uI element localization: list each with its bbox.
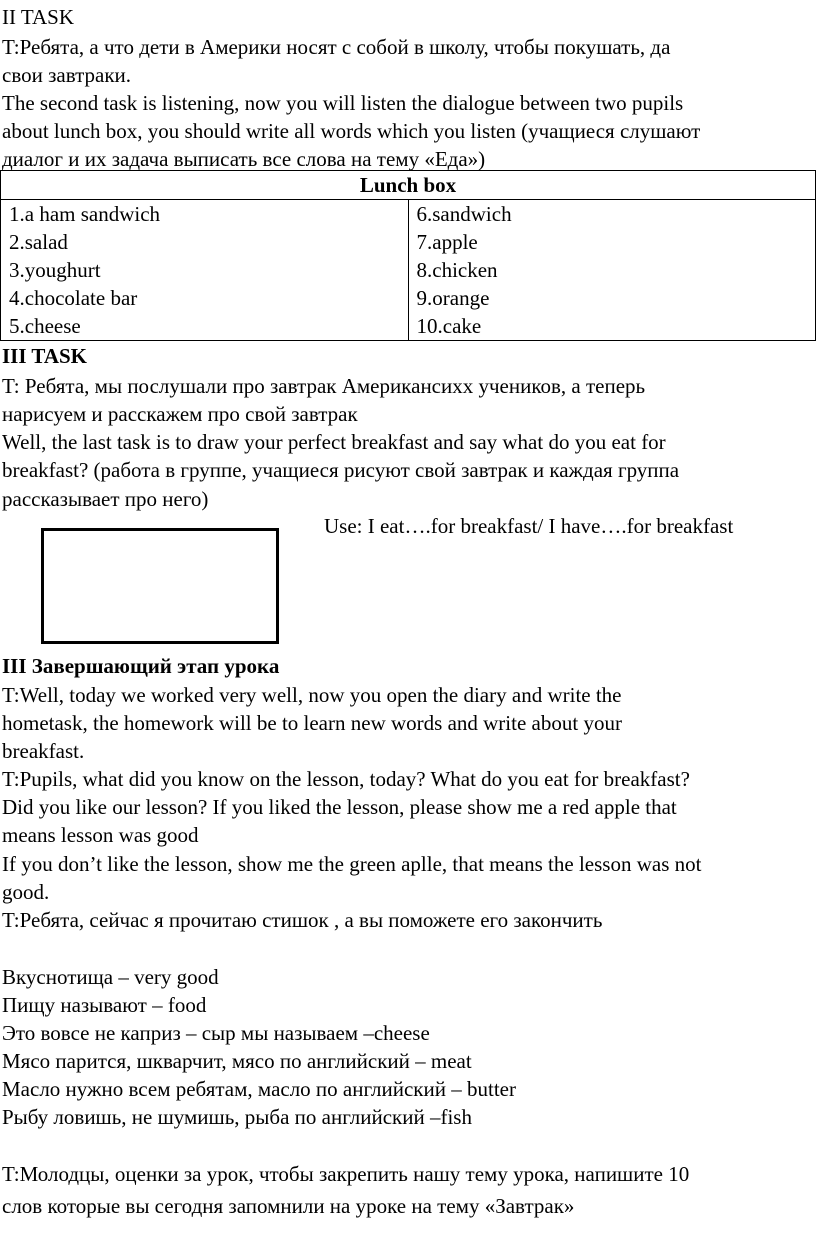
lunch-item: 3.youghurt bbox=[9, 258, 101, 282]
lunch-box-table bbox=[0, 170, 816, 341]
final-stage-line: hometask, the homework will be to learn new words and write about your bbox=[2, 711, 622, 735]
breakfast-drawing-box bbox=[41, 528, 279, 644]
task2-line-3: The second task is listening, now you will listen the dialogue between two pupils bbox=[2, 91, 684, 115]
poem-line: Это вовсе не каприз – сыр мы называем –cheese bbox=[2, 1021, 430, 1045]
task3-line-2: нарисуем и расскажем про свой завтрак bbox=[2, 402, 358, 426]
lunch-item: 9.orange bbox=[416, 286, 490, 310]
lunch-item: 1.a ham sandwich bbox=[9, 202, 161, 226]
task3-line-5: рассказывает про него) bbox=[2, 487, 209, 511]
task2-line-1: T:Ребята, а что дети в Америки носят с собой в школу, чтобы покушать, да bbox=[2, 35, 671, 59]
lunch-item: 4.chocolate bar bbox=[9, 286, 138, 310]
final-stage-heading: III Завершающий этап урока bbox=[2, 654, 280, 678]
poem-line: Рыбу ловишь, не шумишь, рыба по английский –fish bbox=[2, 1105, 472, 1129]
task3-line-3: Well, the last task is to draw your perfect breakfast and say what do you eat for bbox=[2, 430, 666, 454]
lunch-item: 7.apple bbox=[416, 230, 478, 254]
final-stage-line: Did you like our lesson? If you liked the lesson, please show me a red apple that bbox=[2, 795, 677, 819]
task2-line-4: about lunch box, you should write all words which you listen (учащиеся слушают bbox=[2, 119, 701, 143]
task3-use-line: Use: I eat….for breakfast/ I have….for breakfast bbox=[324, 514, 734, 538]
final-stage-line: T:Ребята, сейчас я прочитаю стишок , а вы поможете его закончить bbox=[2, 908, 603, 932]
lunch-item: 2.salad bbox=[9, 230, 68, 254]
final-stage-line: breakfast. bbox=[2, 739, 85, 763]
lunch-box-left-column bbox=[1, 200, 409, 341]
lunch-box-title: Lunch box bbox=[1, 171, 816, 200]
poem-line: Пищу называют – food bbox=[2, 993, 207, 1017]
lunch-item: 10.cake bbox=[416, 314, 482, 338]
task2-heading: II TASK bbox=[2, 5, 75, 29]
closing-line-2: слов которые вы сегодня запомнили на уроке на тему «Завтрак» bbox=[2, 1194, 575, 1218]
poem-line: Мясо парится, шкварчит, мясо по английский – meat bbox=[2, 1049, 472, 1073]
task3-heading: III TASK bbox=[2, 344, 88, 368]
final-stage-line: T:Pupils, what did you know on the lesson, today? What do you eat for breakfast? bbox=[2, 767, 690, 791]
poem-line: Масло нужно всем ребятам, масло по английский – butter bbox=[2, 1077, 516, 1101]
task2-line-5: диалог и их задача выписать все слова на тему «Еда») bbox=[2, 147, 486, 171]
lunch-item: 6.sandwich bbox=[416, 202, 512, 226]
final-stage-line: means lesson was good bbox=[2, 823, 199, 847]
final-stage-line: If you don’t like the lesson, show me the green aplle, that means the lesson was not bbox=[2, 852, 702, 876]
poem-line: Вкуснотища – very good bbox=[2, 965, 219, 989]
lunch-item: 8.chicken bbox=[416, 258, 498, 282]
task2-line-2: свои завтраки. bbox=[2, 63, 132, 87]
closing-line-1: T:Молодцы, оценки за урок, чтобы закрепить нашу тему урока, напишите 10 bbox=[2, 1162, 690, 1186]
task3-line-4: breakfast? (работа в группе, учащиеся рисуют свой завтрак и каждая группа bbox=[2, 458, 680, 482]
final-stage-line: T:Well, today we worked very well, now you open the diary and write the bbox=[2, 683, 622, 707]
task3-line-1: T: Ребята, мы послушали про завтрак Американсихх учеников, а теперь bbox=[2, 374, 646, 398]
final-stage-line: good. bbox=[2, 880, 50, 904]
lunch-box-right-column bbox=[408, 200, 816, 341]
lunch-item: 5.cheese bbox=[9, 314, 81, 338]
